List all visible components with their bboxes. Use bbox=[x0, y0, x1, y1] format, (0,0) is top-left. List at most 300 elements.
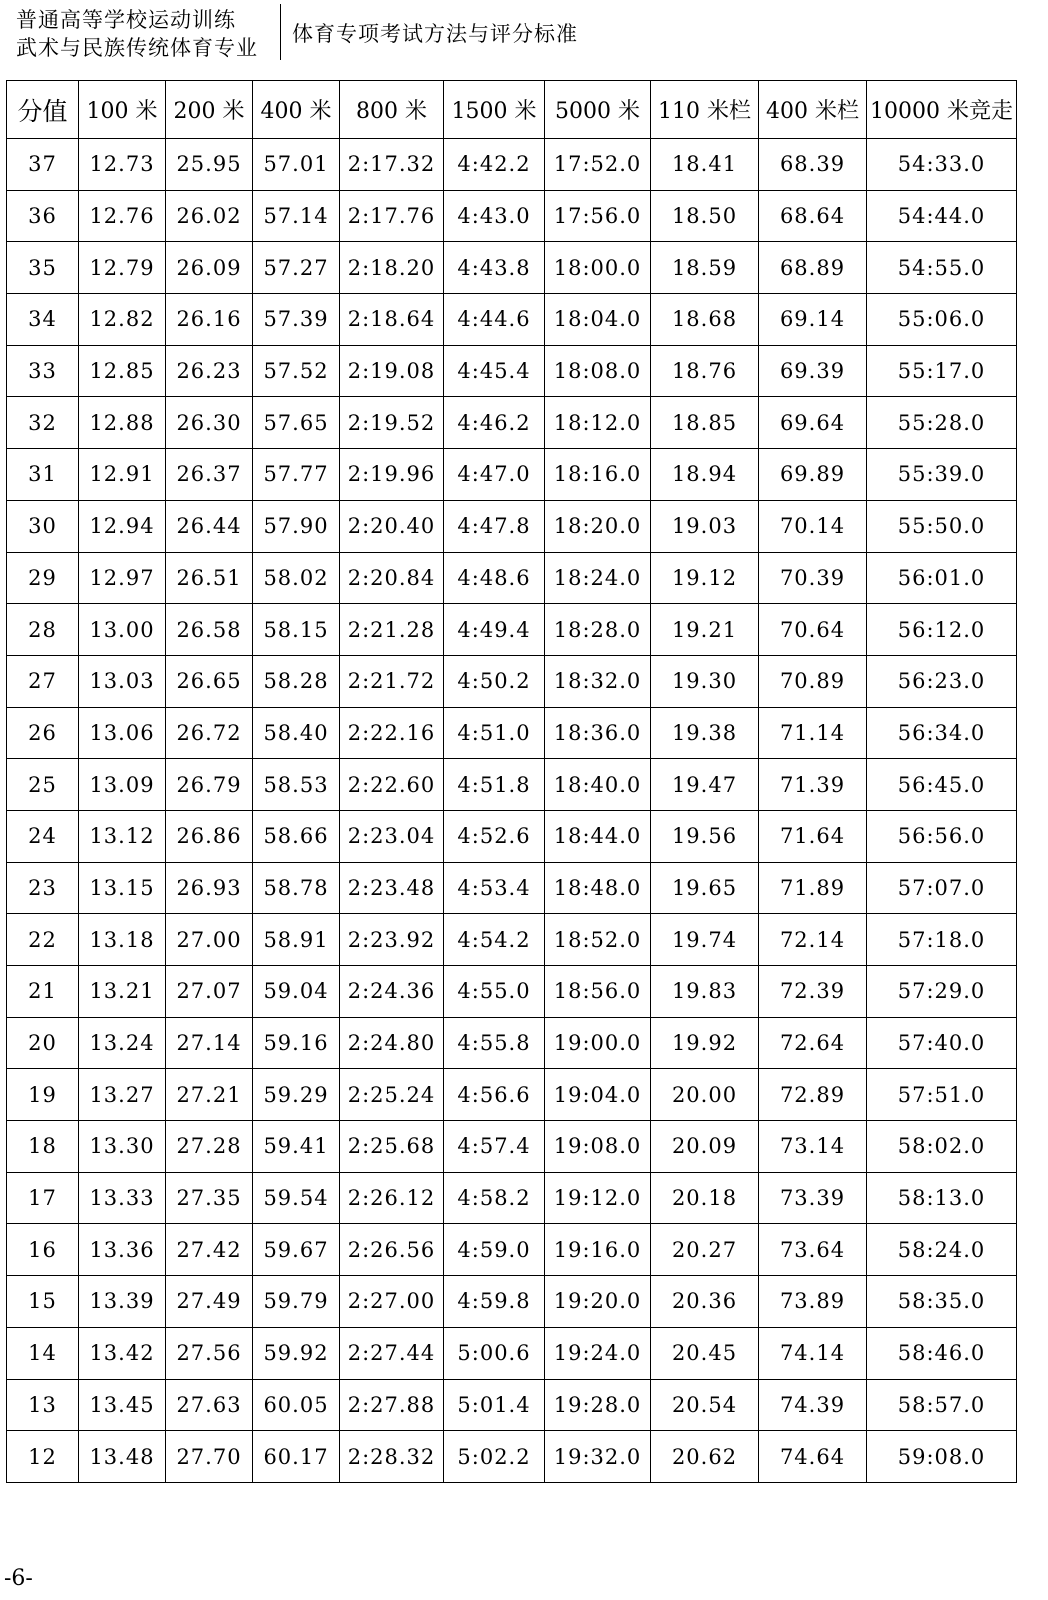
table-row bbox=[7, 449, 1017, 501]
result-cell: 58:35.0 bbox=[867, 1276, 1017, 1328]
result-cell: 18:20.0 bbox=[545, 500, 651, 552]
result-cell: 18.41 bbox=[651, 139, 759, 191]
result-cell: 12.76 bbox=[79, 190, 166, 242]
result-cell: 58.15 bbox=[253, 604, 340, 656]
result-cell: 2:25.68 bbox=[340, 1121, 444, 1173]
table-row bbox=[7, 242, 1017, 294]
result-cell: 68.89 bbox=[759, 242, 867, 294]
result-cell: 73.64 bbox=[759, 1224, 867, 1276]
result-cell: 20.62 bbox=[651, 1431, 759, 1483]
result-cell: 18:52.0 bbox=[545, 914, 651, 966]
table-row bbox=[7, 810, 1017, 862]
result-cell: 59.67 bbox=[253, 1224, 340, 1276]
result-cell: 13.24 bbox=[79, 1017, 166, 1069]
result-cell: 13.39 bbox=[79, 1276, 166, 1328]
result-cell: 57.65 bbox=[253, 397, 340, 449]
result-cell: 54:55.0 bbox=[867, 242, 1017, 294]
header-left-line2: 武术与民族传统体育专业 bbox=[16, 36, 258, 60]
result-cell: 19:28.0 bbox=[545, 1379, 651, 1431]
result-cell: 4:55.0 bbox=[444, 966, 545, 1018]
result-cell: 13.06 bbox=[79, 707, 166, 759]
result-cell: 27.14 bbox=[166, 1017, 253, 1069]
result-cell: 68.39 bbox=[759, 139, 867, 191]
score-cell: 36 bbox=[7, 190, 79, 242]
result-cell: 2:19.08 bbox=[340, 345, 444, 397]
result-cell: 4:44.6 bbox=[444, 294, 545, 346]
result-cell: 73.14 bbox=[759, 1121, 867, 1173]
score-cell: 13 bbox=[7, 1379, 79, 1431]
result-cell: 60.17 bbox=[253, 1431, 340, 1483]
result-cell: 56:23.0 bbox=[867, 655, 1017, 707]
result-cell: 68.64 bbox=[759, 190, 867, 242]
result-cell: 2:27.44 bbox=[340, 1327, 444, 1379]
result-cell: 13.21 bbox=[79, 966, 166, 1018]
result-cell: 4:52.6 bbox=[444, 810, 545, 862]
result-cell: 18.85 bbox=[651, 397, 759, 449]
result-cell: 19:08.0 bbox=[545, 1121, 651, 1173]
result-cell: 58.66 bbox=[253, 810, 340, 862]
result-cell: 57.90 bbox=[253, 500, 340, 552]
result-cell: 26.37 bbox=[166, 449, 253, 501]
result-cell: 20.36 bbox=[651, 1276, 759, 1328]
result-cell: 58:02.0 bbox=[867, 1121, 1017, 1173]
result-cell: 19:00.0 bbox=[545, 1017, 651, 1069]
result-cell: 55:06.0 bbox=[867, 294, 1017, 346]
result-cell: 26.16 bbox=[166, 294, 253, 346]
result-cell: 13.15 bbox=[79, 862, 166, 914]
result-cell: 26.02 bbox=[166, 190, 253, 242]
result-cell: 26.51 bbox=[166, 552, 253, 604]
table-row bbox=[7, 1017, 1017, 1069]
score-cell: 31 bbox=[7, 449, 79, 501]
column-header: 400 米 bbox=[253, 81, 340, 139]
page-number: -6- bbox=[4, 1566, 33, 1591]
header-divider bbox=[280, 4, 281, 60]
result-cell: 13.48 bbox=[79, 1431, 166, 1483]
result-cell: 71.64 bbox=[759, 810, 867, 862]
table-row bbox=[7, 914, 1017, 966]
result-cell: 26.93 bbox=[166, 862, 253, 914]
result-cell: 2:20.40 bbox=[340, 500, 444, 552]
table-row bbox=[7, 655, 1017, 707]
result-cell: 4:46.2 bbox=[444, 397, 545, 449]
result-cell: 4:42.2 bbox=[444, 139, 545, 191]
result-cell: 12.97 bbox=[79, 552, 166, 604]
result-cell: 18:12.0 bbox=[545, 397, 651, 449]
result-cell: 57:07.0 bbox=[867, 862, 1017, 914]
result-cell: 19.65 bbox=[651, 862, 759, 914]
table-row bbox=[7, 1276, 1017, 1328]
score-cell: 29 bbox=[7, 552, 79, 604]
result-cell: 2:26.56 bbox=[340, 1224, 444, 1276]
result-cell: 19:20.0 bbox=[545, 1276, 651, 1328]
result-cell: 12.94 bbox=[79, 500, 166, 552]
result-cell: 2:20.84 bbox=[340, 552, 444, 604]
result-cell: 19.03 bbox=[651, 500, 759, 552]
result-cell: 55:17.0 bbox=[867, 345, 1017, 397]
result-cell: 2:19.52 bbox=[340, 397, 444, 449]
result-cell: 13.09 bbox=[79, 759, 166, 811]
score-cell: 12 bbox=[7, 1431, 79, 1483]
result-cell: 69.89 bbox=[759, 449, 867, 501]
result-cell: 57.01 bbox=[253, 139, 340, 191]
result-cell: 27.42 bbox=[166, 1224, 253, 1276]
result-cell: 27.07 bbox=[166, 966, 253, 1018]
score-cell: 35 bbox=[7, 242, 79, 294]
score-cell: 18 bbox=[7, 1121, 79, 1173]
result-cell: 4:51.0 bbox=[444, 707, 545, 759]
result-cell: 19.12 bbox=[651, 552, 759, 604]
result-cell: 59:08.0 bbox=[867, 1431, 1017, 1483]
result-cell: 70.89 bbox=[759, 655, 867, 707]
score-cell: 22 bbox=[7, 914, 79, 966]
column-header: 200 米 bbox=[166, 81, 253, 139]
result-cell: 2:17.32 bbox=[340, 139, 444, 191]
result-cell: 57:18.0 bbox=[867, 914, 1017, 966]
result-cell: 19.38 bbox=[651, 707, 759, 759]
result-cell: 18:56.0 bbox=[545, 966, 651, 1018]
result-cell: 2:24.80 bbox=[340, 1017, 444, 1069]
result-cell: 55:50.0 bbox=[867, 500, 1017, 552]
result-cell: 60.05 bbox=[253, 1379, 340, 1431]
result-cell: 2:28.32 bbox=[340, 1431, 444, 1483]
result-cell: 19:04.0 bbox=[545, 1069, 651, 1121]
result-cell: 59.54 bbox=[253, 1172, 340, 1224]
result-cell: 56:12.0 bbox=[867, 604, 1017, 656]
result-cell: 57:29.0 bbox=[867, 966, 1017, 1018]
result-cell: 2:23.48 bbox=[340, 862, 444, 914]
result-cell: 59.92 bbox=[253, 1327, 340, 1379]
result-cell: 13.30 bbox=[79, 1121, 166, 1173]
table-row bbox=[7, 1224, 1017, 1276]
result-cell: 59.41 bbox=[253, 1121, 340, 1173]
score-cell: 25 bbox=[7, 759, 79, 811]
result-cell: 58:57.0 bbox=[867, 1379, 1017, 1431]
table-body bbox=[7, 139, 1017, 1483]
result-cell: 13.27 bbox=[79, 1069, 166, 1121]
result-cell: 19.74 bbox=[651, 914, 759, 966]
result-cell: 59.04 bbox=[253, 966, 340, 1018]
result-cell: 58:13.0 bbox=[867, 1172, 1017, 1224]
result-cell: 13.18 bbox=[79, 914, 166, 966]
result-cell: 58.28 bbox=[253, 655, 340, 707]
result-cell: 58:46.0 bbox=[867, 1327, 1017, 1379]
result-cell: 59.29 bbox=[253, 1069, 340, 1121]
result-cell: 72.89 bbox=[759, 1069, 867, 1121]
result-cell: 13.42 bbox=[79, 1327, 166, 1379]
result-cell: 4:59.8 bbox=[444, 1276, 545, 1328]
result-cell: 18.50 bbox=[651, 190, 759, 242]
result-cell: 54:44.0 bbox=[867, 190, 1017, 242]
result-cell: 55:28.0 bbox=[867, 397, 1017, 449]
result-cell: 4:58.2 bbox=[444, 1172, 545, 1224]
score-cell: 26 bbox=[7, 707, 79, 759]
score-cell: 20 bbox=[7, 1017, 79, 1069]
result-cell: 20.00 bbox=[651, 1069, 759, 1121]
result-cell: 19.30 bbox=[651, 655, 759, 707]
result-cell: 58.53 bbox=[253, 759, 340, 811]
result-cell: 19:32.0 bbox=[545, 1431, 651, 1483]
result-cell: 58.91 bbox=[253, 914, 340, 966]
column-header: 1500 米 bbox=[444, 81, 545, 139]
result-cell: 26.30 bbox=[166, 397, 253, 449]
result-cell: 56:01.0 bbox=[867, 552, 1017, 604]
result-cell: 2:23.92 bbox=[340, 914, 444, 966]
score-cell: 16 bbox=[7, 1224, 79, 1276]
result-cell: 26.86 bbox=[166, 810, 253, 862]
result-cell: 58.40 bbox=[253, 707, 340, 759]
score-cell: 27 bbox=[7, 655, 79, 707]
result-cell: 2:26.12 bbox=[340, 1172, 444, 1224]
result-cell: 18:44.0 bbox=[545, 810, 651, 862]
column-header: 分值 bbox=[7, 81, 79, 139]
score-table-container bbox=[6, 80, 1017, 1483]
table-row bbox=[7, 397, 1017, 449]
column-header: 110 米栏 bbox=[651, 81, 759, 139]
result-cell: 2:23.04 bbox=[340, 810, 444, 862]
column-header: 800 米 bbox=[340, 81, 444, 139]
result-cell: 12.82 bbox=[79, 294, 166, 346]
result-cell: 59.16 bbox=[253, 1017, 340, 1069]
score-cell: 15 bbox=[7, 1276, 79, 1328]
result-cell: 57.52 bbox=[253, 345, 340, 397]
score-cell: 33 bbox=[7, 345, 79, 397]
result-cell: 18.59 bbox=[651, 242, 759, 294]
score-cell: 17 bbox=[7, 1172, 79, 1224]
result-cell: 71.39 bbox=[759, 759, 867, 811]
result-cell: 4:43.8 bbox=[444, 242, 545, 294]
result-cell: 2:18.20 bbox=[340, 242, 444, 294]
result-cell: 18:48.0 bbox=[545, 862, 651, 914]
result-cell: 70.39 bbox=[759, 552, 867, 604]
result-cell: 2:25.24 bbox=[340, 1069, 444, 1121]
result-cell: 27.63 bbox=[166, 1379, 253, 1431]
table-row bbox=[7, 707, 1017, 759]
table-row bbox=[7, 1431, 1017, 1483]
header-right-title: 体育专项考试方法与评分标准 bbox=[292, 22, 578, 46]
column-header: 10000 米竞走 bbox=[867, 81, 1017, 139]
result-cell: 27.56 bbox=[166, 1327, 253, 1379]
result-cell: 27.21 bbox=[166, 1069, 253, 1121]
result-cell: 2:24.36 bbox=[340, 966, 444, 1018]
result-cell: 19:12.0 bbox=[545, 1172, 651, 1224]
result-cell: 2:22.60 bbox=[340, 759, 444, 811]
result-cell: 69.14 bbox=[759, 294, 867, 346]
table-row bbox=[7, 1121, 1017, 1173]
column-header: 5000 米 bbox=[545, 81, 651, 139]
result-cell: 54:33.0 bbox=[867, 139, 1017, 191]
table-row bbox=[7, 500, 1017, 552]
table-row bbox=[7, 862, 1017, 914]
result-cell: 2:21.28 bbox=[340, 604, 444, 656]
result-cell: 12.73 bbox=[79, 139, 166, 191]
result-cell: 4:45.4 bbox=[444, 345, 545, 397]
result-cell: 18:00.0 bbox=[545, 242, 651, 294]
result-cell: 71.14 bbox=[759, 707, 867, 759]
result-cell: 73.89 bbox=[759, 1276, 867, 1328]
result-cell: 4:57.4 bbox=[444, 1121, 545, 1173]
result-cell: 74.64 bbox=[759, 1431, 867, 1483]
result-cell: 4:47.0 bbox=[444, 449, 545, 501]
table-row bbox=[7, 1172, 1017, 1224]
result-cell: 13.00 bbox=[79, 604, 166, 656]
result-cell: 69.39 bbox=[759, 345, 867, 397]
score-cell: 21 bbox=[7, 966, 79, 1018]
table-row bbox=[7, 190, 1017, 242]
header-left-title bbox=[16, 6, 271, 62]
table-row bbox=[7, 1069, 1017, 1121]
score-table bbox=[6, 80, 1017, 1483]
result-cell: 56:45.0 bbox=[867, 759, 1017, 811]
result-cell: 12.88 bbox=[79, 397, 166, 449]
result-cell: 56:56.0 bbox=[867, 810, 1017, 862]
result-cell: 18.94 bbox=[651, 449, 759, 501]
result-cell: 2:19.96 bbox=[340, 449, 444, 501]
result-cell: 20.54 bbox=[651, 1379, 759, 1431]
result-cell: 72.64 bbox=[759, 1017, 867, 1069]
score-cell: 37 bbox=[7, 139, 79, 191]
score-cell: 34 bbox=[7, 294, 79, 346]
result-cell: 74.39 bbox=[759, 1379, 867, 1431]
result-cell: 4:48.6 bbox=[444, 552, 545, 604]
result-cell: 55:39.0 bbox=[867, 449, 1017, 501]
column-header: 100 米 bbox=[79, 81, 166, 139]
result-cell: 2:18.64 bbox=[340, 294, 444, 346]
result-cell: 13.12 bbox=[79, 810, 166, 862]
result-cell: 4:55.8 bbox=[444, 1017, 545, 1069]
table-row bbox=[7, 139, 1017, 191]
result-cell: 13.45 bbox=[79, 1379, 166, 1431]
result-cell: 13.33 bbox=[79, 1172, 166, 1224]
result-cell: 26.79 bbox=[166, 759, 253, 811]
result-cell: 4:47.8 bbox=[444, 500, 545, 552]
result-cell: 17:56.0 bbox=[545, 190, 651, 242]
result-cell: 72.39 bbox=[759, 966, 867, 1018]
table-row bbox=[7, 604, 1017, 656]
result-cell: 18:16.0 bbox=[545, 449, 651, 501]
score-cell: 30 bbox=[7, 500, 79, 552]
result-cell: 19:16.0 bbox=[545, 1224, 651, 1276]
result-cell: 18:32.0 bbox=[545, 655, 651, 707]
result-cell: 20.27 bbox=[651, 1224, 759, 1276]
result-cell: 19.56 bbox=[651, 810, 759, 862]
result-cell: 26.58 bbox=[166, 604, 253, 656]
result-cell: 19.47 bbox=[651, 759, 759, 811]
result-cell: 26.09 bbox=[166, 242, 253, 294]
result-cell: 13.36 bbox=[79, 1224, 166, 1276]
table-row bbox=[7, 966, 1017, 1018]
result-cell: 2:27.00 bbox=[340, 1276, 444, 1328]
result-cell: 59.79 bbox=[253, 1276, 340, 1328]
result-cell: 18:40.0 bbox=[545, 759, 651, 811]
result-cell: 58.78 bbox=[253, 862, 340, 914]
result-cell: 4:54.2 bbox=[444, 914, 545, 966]
result-cell: 74.14 bbox=[759, 1327, 867, 1379]
result-cell: 27.70 bbox=[166, 1431, 253, 1483]
result-cell: 12.91 bbox=[79, 449, 166, 501]
result-cell: 13.03 bbox=[79, 655, 166, 707]
column-header: 400 米栏 bbox=[759, 81, 867, 139]
score-cell: 28 bbox=[7, 604, 79, 656]
result-cell: 19.21 bbox=[651, 604, 759, 656]
result-cell: 25.95 bbox=[166, 139, 253, 191]
result-cell: 20.18 bbox=[651, 1172, 759, 1224]
result-cell: 69.64 bbox=[759, 397, 867, 449]
result-cell: 57:40.0 bbox=[867, 1017, 1017, 1069]
result-cell: 57.77 bbox=[253, 449, 340, 501]
result-cell: 2:17.76 bbox=[340, 190, 444, 242]
result-cell: 57.14 bbox=[253, 190, 340, 242]
result-cell: 57.39 bbox=[253, 294, 340, 346]
table-row bbox=[7, 1327, 1017, 1379]
result-cell: 73.39 bbox=[759, 1172, 867, 1224]
result-cell: 17:52.0 bbox=[545, 139, 651, 191]
result-cell: 19:24.0 bbox=[545, 1327, 651, 1379]
result-cell: 18:24.0 bbox=[545, 552, 651, 604]
result-cell: 26.44 bbox=[166, 500, 253, 552]
result-cell: 12.79 bbox=[79, 242, 166, 294]
result-cell: 19.92 bbox=[651, 1017, 759, 1069]
result-cell: 20.45 bbox=[651, 1327, 759, 1379]
table-row bbox=[7, 552, 1017, 604]
result-cell: 26.23 bbox=[166, 345, 253, 397]
page-header bbox=[0, 0, 1048, 72]
result-cell: 4:50.2 bbox=[444, 655, 545, 707]
result-cell: 56:34.0 bbox=[867, 707, 1017, 759]
score-cell: 32 bbox=[7, 397, 79, 449]
result-cell: 5:02.2 bbox=[444, 1431, 545, 1483]
score-cell: 23 bbox=[7, 862, 79, 914]
result-cell: 18.68 bbox=[651, 294, 759, 346]
table-row bbox=[7, 1379, 1017, 1431]
result-cell: 57:51.0 bbox=[867, 1069, 1017, 1121]
table-row bbox=[7, 294, 1017, 346]
result-cell: 58:24.0 bbox=[867, 1224, 1017, 1276]
table-row bbox=[7, 759, 1017, 811]
result-cell: 5:01.4 bbox=[444, 1379, 545, 1431]
result-cell: 18:08.0 bbox=[545, 345, 651, 397]
result-cell: 27.49 bbox=[166, 1276, 253, 1328]
result-cell: 4:59.0 bbox=[444, 1224, 545, 1276]
table-row bbox=[7, 345, 1017, 397]
result-cell: 4:51.8 bbox=[444, 759, 545, 811]
result-cell: 71.89 bbox=[759, 862, 867, 914]
result-cell: 18.76 bbox=[651, 345, 759, 397]
result-cell: 2:22.16 bbox=[340, 707, 444, 759]
result-cell: 12.85 bbox=[79, 345, 166, 397]
header-left-line1: 普通高等学校运动训练 bbox=[16, 8, 236, 32]
result-cell: 4:43.0 bbox=[444, 190, 545, 242]
result-cell: 18:04.0 bbox=[545, 294, 651, 346]
result-cell: 18:28.0 bbox=[545, 604, 651, 656]
result-cell: 70.64 bbox=[759, 604, 867, 656]
result-cell: 27.28 bbox=[166, 1121, 253, 1173]
result-cell: 19.83 bbox=[651, 966, 759, 1018]
result-cell: 70.14 bbox=[759, 500, 867, 552]
result-cell: 26.65 bbox=[166, 655, 253, 707]
result-cell: 2:27.88 bbox=[340, 1379, 444, 1431]
result-cell: 57.27 bbox=[253, 242, 340, 294]
result-cell: 27.35 bbox=[166, 1172, 253, 1224]
result-cell: 20.09 bbox=[651, 1121, 759, 1173]
result-cell: 26.72 bbox=[166, 707, 253, 759]
score-cell: 14 bbox=[7, 1327, 79, 1379]
result-cell: 18:36.0 bbox=[545, 707, 651, 759]
table-header-row bbox=[7, 81, 1017, 139]
score-cell: 19 bbox=[7, 1069, 79, 1121]
result-cell: 5:00.6 bbox=[444, 1327, 545, 1379]
result-cell: 4:56.6 bbox=[444, 1069, 545, 1121]
